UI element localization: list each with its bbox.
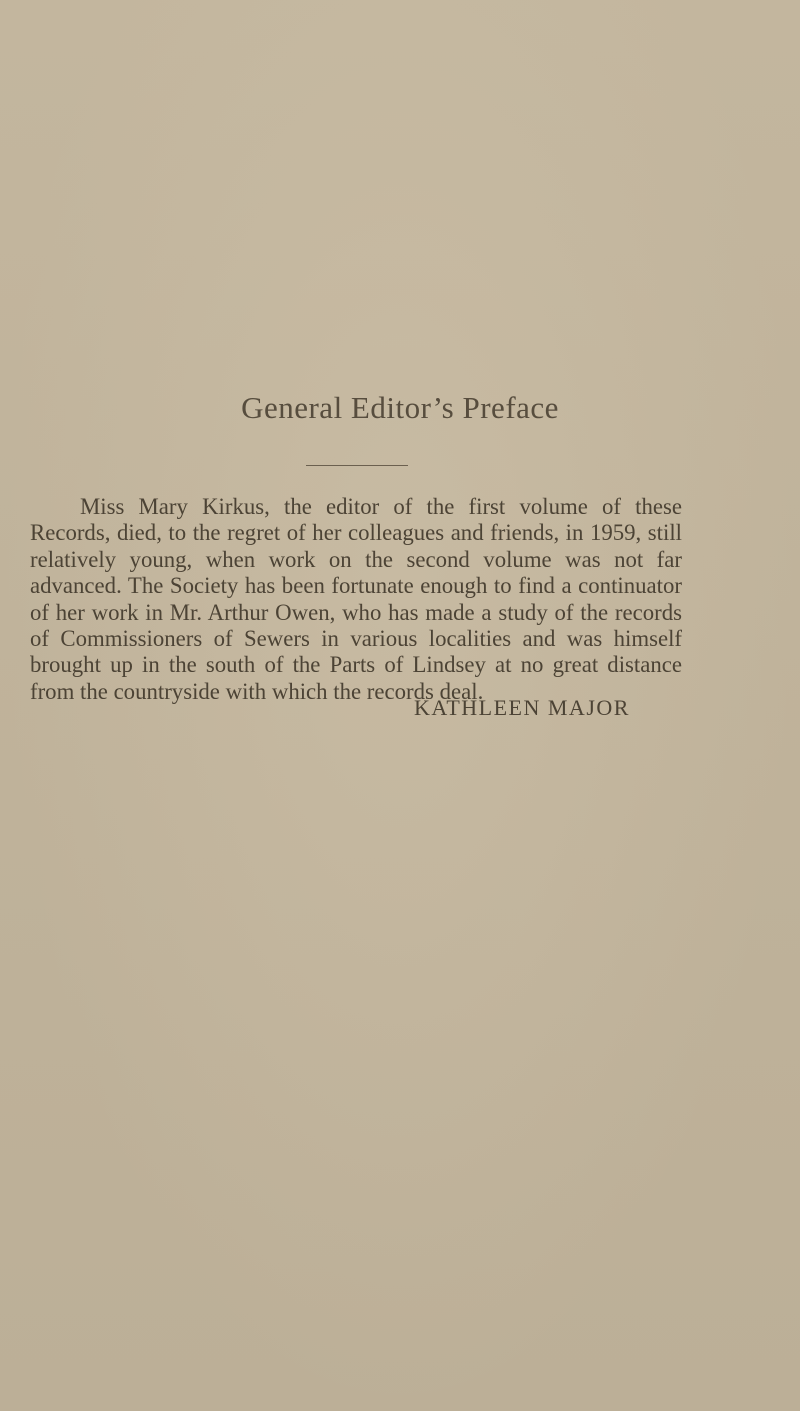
page-title: General Editor’s Preface (241, 390, 559, 425)
signature: KATHLEEN MAJOR (414, 695, 630, 720)
preface-paragraph: Miss Mary Kirkus, the editor of the first volume of these Records, died, to the regret of her colleagues and friends, in 1959, still relatively young, when work on the second volume was not far advanced. The Society has been fortunate enough to find a continuator of her work in Mr. Arthur Owen, who has made a study of the records of Commissioners of Sewers in various localities and was himself brought up in the south of the Parts of Lindsey at no great distance from the countryside with which the records deal. (30, 494, 682, 704)
title-rule (306, 465, 408, 466)
